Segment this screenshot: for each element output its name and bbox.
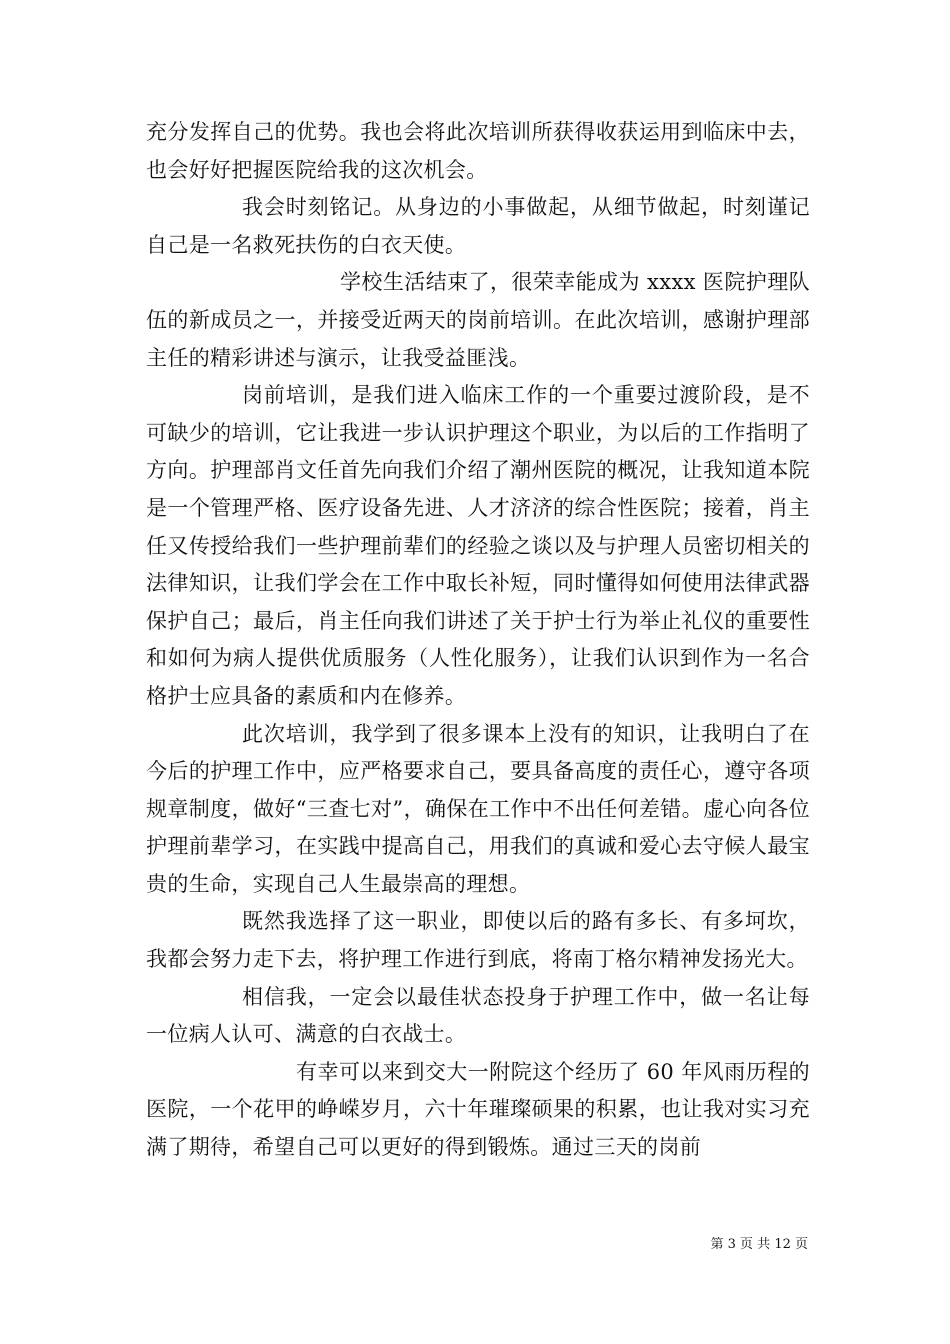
paragraph-8: 有幸可以来到交大一附院这个经历了 60 年风雨历程的医院，一个花甲的峥嵘岁月，六十年璀璨硕果的积累，也让我对实习充满了期待，希望自己可以更好的得到锻炼。通过三天的岗前	[146, 1059, 810, 1160]
document-body	[146, 114, 810, 1167]
page-number: 第 3 页 共 12 页	[710, 1237, 808, 1252]
paragraph-3: 学校生活结束了，很荣幸能成为 xxxx 医院护理队伍的新成员之一，并接受近两天的岗前培训。在此次培训，感谢护理部主任的精彩讲述与演示，让我受益匪浅。	[146, 270, 810, 370]
paragraph-1: 充分发挥自己的优势。我也会将此次培训所获得收获运用到临床中去，也会好好把握医院给我的这次机会。	[146, 120, 810, 182]
paragraph-2: 我会时刻铭记。从身边的小事做起，从细节做起，时刻谨记自己是一名救死扶伤的白衣天使。	[146, 195, 810, 257]
paragraph-7: 相信我，一定会以最佳状态投身于护理工作中，做一名让每一位病人认可、满意的白衣战士。	[146, 984, 810, 1047]
paragraph-4: 岗前培训，是我们进入临床工作的一个重要过渡阶段，是不可缺少的培训，它让我进一步认识护理这个职业，为以后的工作指明了方向。护理部肖文任首先向我们介绍了潮州医院的概况，让我知道本院是一个管理严格、医疗设备先进、人才济济的综合性医院；接着，肖主任又传授给我们一些护理前辈们的经验之谈以及与护理人员密切相关的法律知识，让我们学会在工作中取长补短，同时懂得如何使用法律武器保护自己；最后，肖主任向我们讲述了关于护士行为举止礼仪的重要性和如何为病人提供优质服务（人性化服务），让我们认识到作为一名合格护士应具备的素质和内在修养。	[146, 383, 810, 708]
paragraph-5: 此次培训，我学到了很多课本上没有的知识，让我明白了在今后的护理工作中，应严格要求自己，要具备高度的责任心，遵守各项规章制度，做好“三查七对”，确保在工作中不出任何差错。虚心向各位护理前辈学习，在实践中提高自己，用我们的真诚和爱心去守候人最宝贵的生命，实现自己人生最崇高的理想。	[146, 721, 810, 896]
paragraph-6: 既然我选择了这一职业，即使以后的路有多长、有多坷坎，我都会努力走下去，将护理工作进行到底，将南丁格尔精神发扬光大。	[146, 909, 810, 972]
